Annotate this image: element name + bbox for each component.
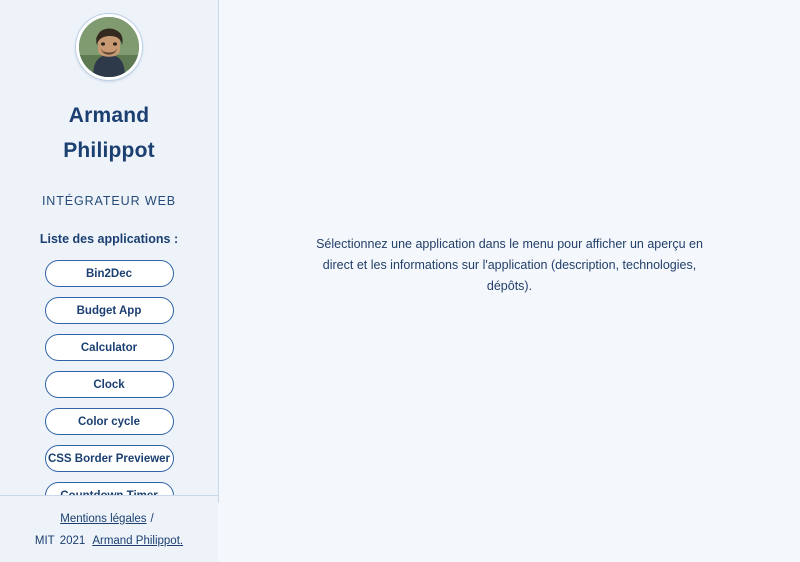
app-list-item-clock[interactable]: Clock: [45, 371, 174, 398]
app-list-item-css-border-previewer[interactable]: CSS Border Previewer: [45, 445, 174, 472]
sidebar: [0, 0, 219, 548]
page-title: [22, 98, 197, 168]
copyright-year: 2021: [59, 535, 86, 548]
app-list-item-calculator[interactable]: Calculator: [45, 334, 174, 361]
legal-notice-link[interactable]: Mentions légales: [60, 513, 147, 526]
app-list-item-budget-app[interactable]: Budget App: [45, 297, 174, 324]
sidebar-scroll-area[interactable]: [0, 0, 218, 495]
site-title-line2: Philippot: [63, 139, 155, 162]
app-list-label: Liste des applications :: [39, 232, 179, 247]
license-label: MIT: [34, 535, 55, 548]
footer-separator: /: [150, 513, 154, 526]
job-title: INTÉGRATEUR WEB: [41, 194, 177, 209]
main-content: [219, 0, 800, 503]
legal-line: [10, 508, 208, 530]
avatar-image: [79, 17, 139, 77]
copyright-line: [10, 530, 208, 552]
site-title-line1: Armand: [68, 104, 150, 127]
app-list: [0, 260, 218, 495]
avatar: [76, 14, 142, 80]
author-link[interactable]: Armand Philippot.: [92, 535, 184, 548]
empty-state-message: Sélectionnez une application dans le menu pour afficher un aperçu en direct et les informations sur l'application (description, technologies, dépôts).: [316, 237, 703, 293]
sidebar-footer: [0, 495, 218, 562]
app-list-item-bin2dec[interactable]: Bin2Dec: [45, 260, 174, 287]
app-list-item-color-cycle[interactable]: Color cycle: [45, 408, 174, 435]
